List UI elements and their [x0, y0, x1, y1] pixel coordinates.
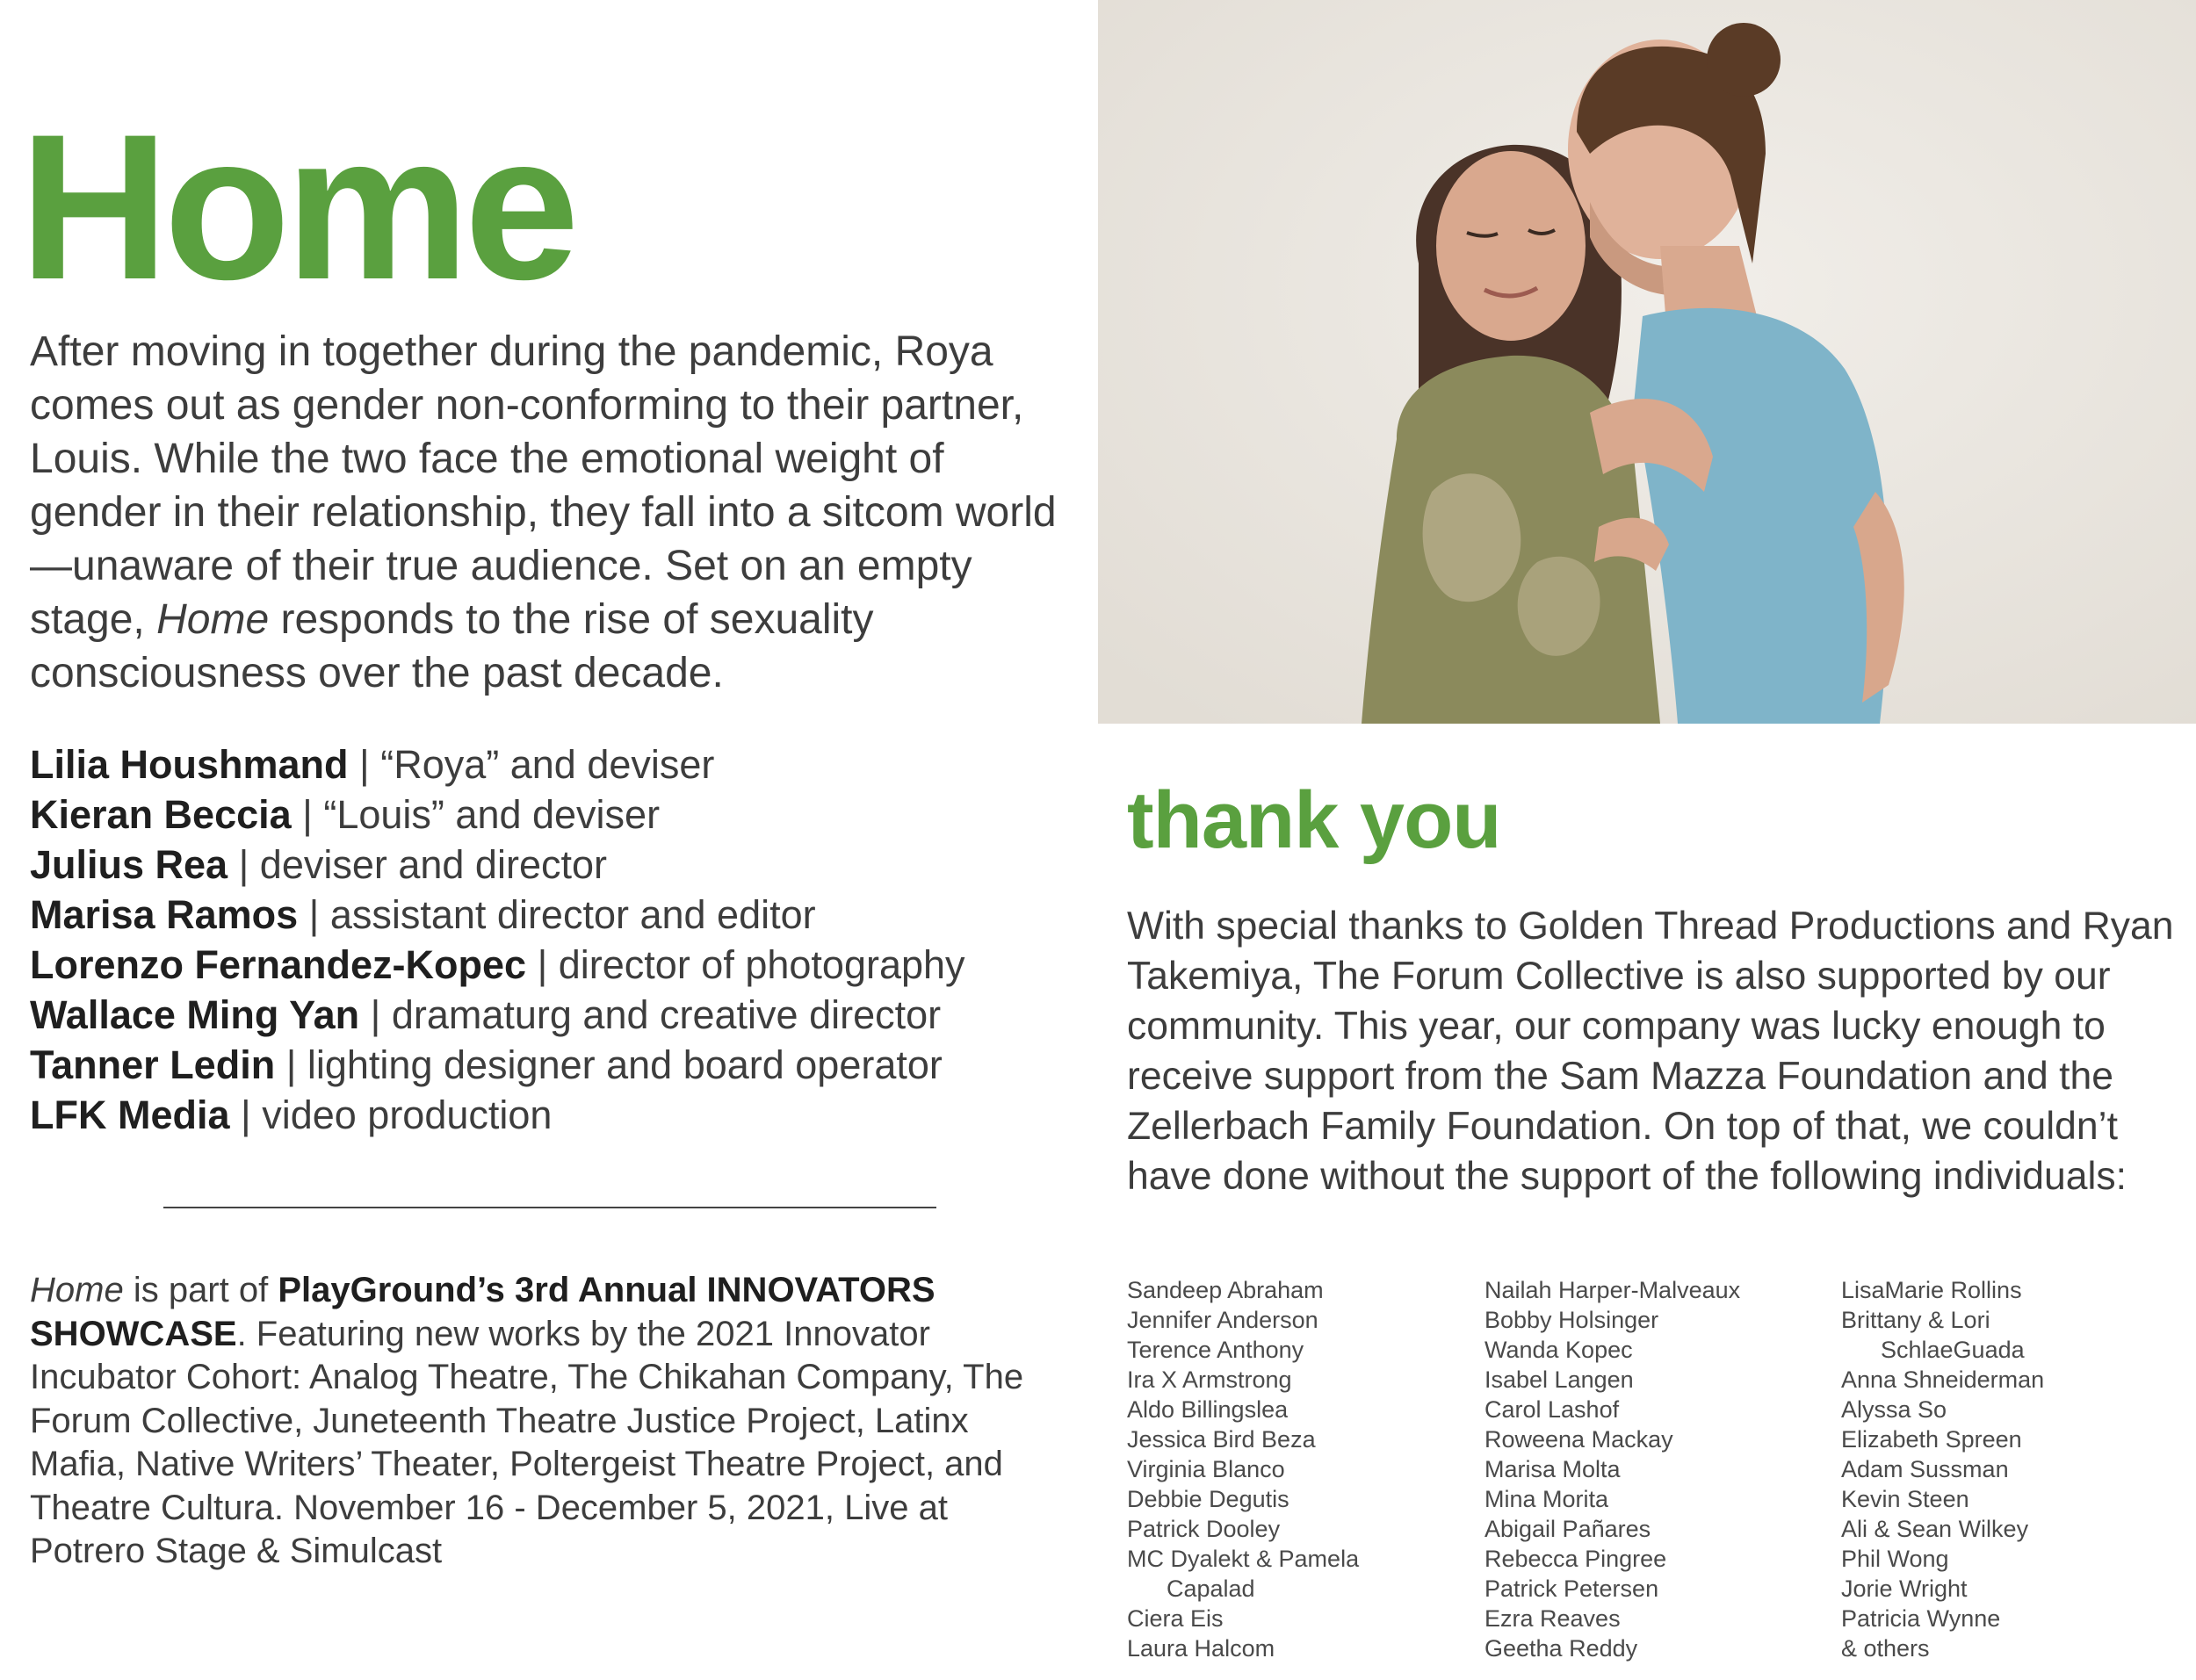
supporter-name: & others: [1841, 1635, 1930, 1662]
thank-you-paragraph: With special thanks to Golden Thread Productions and Ryan Takemiya, The Forum Collective is also supported by our community. This year, our company was lucky enough to receive support from the Sam Mazza Foundation and the Zellerbach Family Foundation. On top of that, we couldn’t have done without the support of the following individuals:: [1127, 905, 2174, 1198]
supporter-name: Patrick Petersen: [1484, 1575, 1659, 1602]
section-divider: [163, 1207, 936, 1208]
credit-role: | dramaturg and creative director: [359, 992, 942, 1037]
supporter-name: Mina Morita: [1484, 1486, 1609, 1512]
credit-role: | video production: [229, 1092, 553, 1137]
supporter-name: Aldo Billingslea: [1127, 1396, 1289, 1423]
supporter-name: Sandeep Abraham: [1127, 1277, 1324, 1303]
showcase-bold: PlayGround’s 3rd Annual INNOVATORS SHOWCASE: [30, 1271, 935, 1353]
supporter-name: Alyssa So: [1841, 1396, 1947, 1423]
supporter-name: Carol Lashof: [1484, 1396, 1620, 1423]
supporter-name: Adam Sussman: [1841, 1456, 2009, 1482]
supporter-name: Nailah Harper-Malveaux: [1484, 1277, 1741, 1303]
supporter-name: Laura Halcom: [1127, 1635, 1275, 1662]
credit-name: Julius Rea: [30, 842, 228, 887]
supporter-name: SchlaeGuada: [1881, 1337, 2025, 1363]
credit-role: | “Louis” and deviser: [291, 792, 661, 837]
supporter-name: Jessica Bird Beza: [1127, 1426, 1316, 1453]
synopsis-paragraph: [30, 325, 1084, 700]
credit-item: [30, 840, 1084, 890]
credit-item: [30, 940, 1084, 990]
credit-name: Kieran Beccia: [30, 792, 292, 837]
credits-list: [30, 739, 1084, 1140]
supporter-name: Patricia Wynne: [1841, 1605, 2001, 1632]
supporter-name: Ira X Armstrong: [1127, 1366, 1292, 1393]
supporter-name: Virginia Blanco: [1127, 1456, 1285, 1482]
supporter-name: Terence Anthony: [1127, 1337, 1304, 1363]
supporter-name: LisaMarie Rollins: [1841, 1277, 2022, 1303]
supporter-name: Bobby Holsinger: [1484, 1307, 1659, 1333]
synopsis-title-italic: Home: [156, 596, 270, 643]
supporter-name: Anna Shneiderman: [1841, 1366, 2045, 1393]
supporter-name: Kevin Steen: [1841, 1486, 1969, 1512]
supporter-name: Roweena Mackay: [1484, 1426, 1673, 1453]
showcase-text-end: . Featuring new works by the 2021 Innovator Incubator Cohort: Analog Theatre, The Chikahan Company, The Forum Collective, Juneteenth Theatre Justice Project, Latinx Mafia, Native Writers’ Theater, Poltergeist Theatre Project, and Theatre Cultura. November 16 - December 5, 2021, Live at Potrero Stage & Simulcast: [30, 1314, 1024, 1570]
supporter-name: Wanda Kopec: [1484, 1337, 1633, 1363]
credit-name: Lilia Houshmand: [30, 742, 349, 787]
supporter-name: Brittany & Lori: [1841, 1307, 1990, 1333]
supporter-name: Jennifer Anderson: [1127, 1307, 1318, 1333]
synopsis-text: After moving in together during the pandemic, Roya comes out as gender non-conforming to their partner, Louis. While the two face the emotional weight of gender in their relationship, they fall into a sitcom world—unaware of their true audience. Set on an empty stage,: [30, 328, 1057, 643]
credit-item: [30, 990, 1084, 1040]
credit-name: Lorenzo Fernandez-Kopec: [30, 942, 527, 987]
credit-role: | lighting designer and board operator: [275, 1042, 943, 1087]
supporter-name: Ali & Sean Wilkey: [1841, 1516, 2029, 1542]
supporter-name: Elizabeth Spreen: [1841, 1426, 2022, 1453]
credit-name: Wallace Ming Yan: [30, 992, 360, 1037]
thank-you-heading: thank you: [1127, 775, 1501, 865]
photo-illustration: [1098, 0, 2196, 724]
credit-role: | “Roya” and deviser: [348, 742, 715, 787]
synopsis-text-end: responds to the rise of sexuality consciousness over the past decade.: [30, 596, 874, 696]
page-title: Home: [19, 91, 574, 323]
credit-item: [30, 890, 1084, 940]
credit-role: | director of photography: [526, 942, 965, 987]
couple-embrace-photo: [1098, 0, 2196, 724]
showcase-text: is part of: [123, 1271, 278, 1309]
supporter-name: Debbie Degutis: [1127, 1486, 1289, 1512]
supporter-name: Marisa Molta: [1484, 1456, 1621, 1482]
supporter-name: Abigail Pañares: [1484, 1516, 1651, 1542]
credit-name: Tanner Ledin: [30, 1042, 276, 1087]
credit-item: [30, 739, 1084, 790]
supporter-name: Ezra Reaves: [1484, 1605, 1621, 1632]
supporter-name: Phil Wong: [1841, 1546, 1949, 1572]
credit-item: [30, 1040, 1084, 1090]
supporter-name: Ciera Eis: [1127, 1605, 1224, 1632]
supporters-column-1: [1127, 1275, 1478, 1663]
supporter-name: Capalad: [1167, 1575, 1255, 1602]
credit-item: [30, 790, 1084, 840]
showcase-title-italic: Home: [30, 1271, 124, 1309]
credit-item: [30, 1090, 1084, 1140]
supporter-name: Patrick Dooley: [1127, 1516, 1281, 1542]
supporters-column-3: [1841, 1275, 2192, 1663]
showcase-paragraph: [30, 1269, 1066, 1574]
supporter-name: Isabel Langen: [1484, 1366, 1634, 1393]
supporter-name: MC Dyalekt & Pamela: [1127, 1546, 1360, 1572]
credit-role: | assistant director and editor: [298, 892, 816, 937]
supporter-name: Jorie Wright: [1841, 1575, 1968, 1602]
credit-role: | deviser and director: [228, 842, 607, 887]
supporter-name: Geetha Reddy: [1484, 1635, 1638, 1662]
credit-name: LFK Media: [30, 1092, 230, 1137]
supporters-column-2: [1484, 1275, 1836, 1663]
credit-name: Marisa Ramos: [30, 892, 299, 937]
supporter-name: Rebecca Pingree: [1484, 1546, 1667, 1572]
